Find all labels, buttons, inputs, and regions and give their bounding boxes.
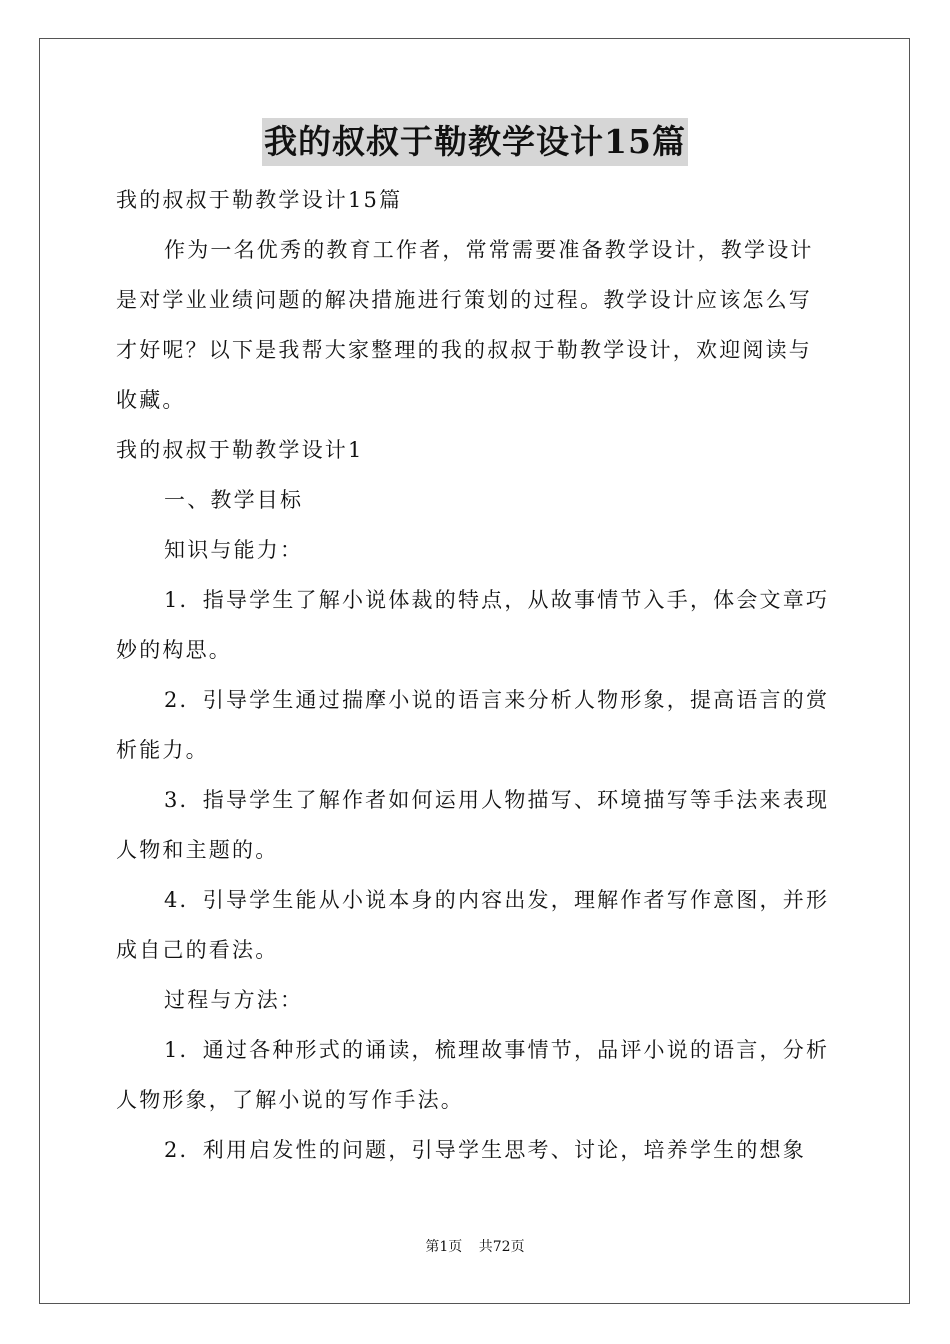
page-footer bbox=[0, 1236, 950, 1256]
title-container bbox=[0, 118, 950, 166]
page-number: 第1页 bbox=[425, 1239, 463, 1255]
intro-paragraph: 作为一名优秀的教育工作者，常常需要准备教学设计，教学设计是对学业业绩问题的解决措施进行策划的过程。教学设计应该怎么写才好呢？以下是我帮大家整理的我的叔叔于勒教学设计，欢迎阅读与收藏。 bbox=[116, 238, 814, 412]
document-title: 我的叔叔于勒教学设计15篇 bbox=[262, 118, 688, 166]
knowledge-heading: 知识与能力： bbox=[164, 538, 304, 562]
knowledge-item: 4．引导学生能从小说本身的内容出发，理解作者写作意图，并形成自己的看法。 bbox=[116, 888, 830, 962]
process-item: 1．通过各种形式的诵读，梳理故事情节，品评小说的语言，分析人物形象，了解小说的写作手法。 bbox=[116, 1038, 830, 1112]
section-title: 我的叔叔于勒教学设计1 bbox=[116, 438, 364, 462]
page-total: 共72页 bbox=[478, 1239, 525, 1255]
knowledge-item: 3．指导学生了解作者如何运用人物描写、环境描写等手法来表现人物和主题的。 bbox=[116, 788, 830, 862]
process-heading: 过程与方法： bbox=[164, 988, 304, 1012]
subtitle: 我的叔叔于勒教学设计15篇 bbox=[116, 188, 403, 212]
process-item: 2．利用启发性的问题，引导学生思考、讨论，培养学生的想象 bbox=[164, 1138, 806, 1162]
document-body bbox=[116, 175, 834, 1175]
knowledge-item: 2．引导学生通过揣摩小说的语言来分析人物形象，提高语言的赏析能力。 bbox=[116, 688, 830, 762]
objectives-heading: 一、教学目标 bbox=[164, 488, 304, 512]
knowledge-item: 1．指导学生了解小说体裁的特点，从故事情节入手，体会文章巧妙的构思。 bbox=[116, 588, 830, 662]
